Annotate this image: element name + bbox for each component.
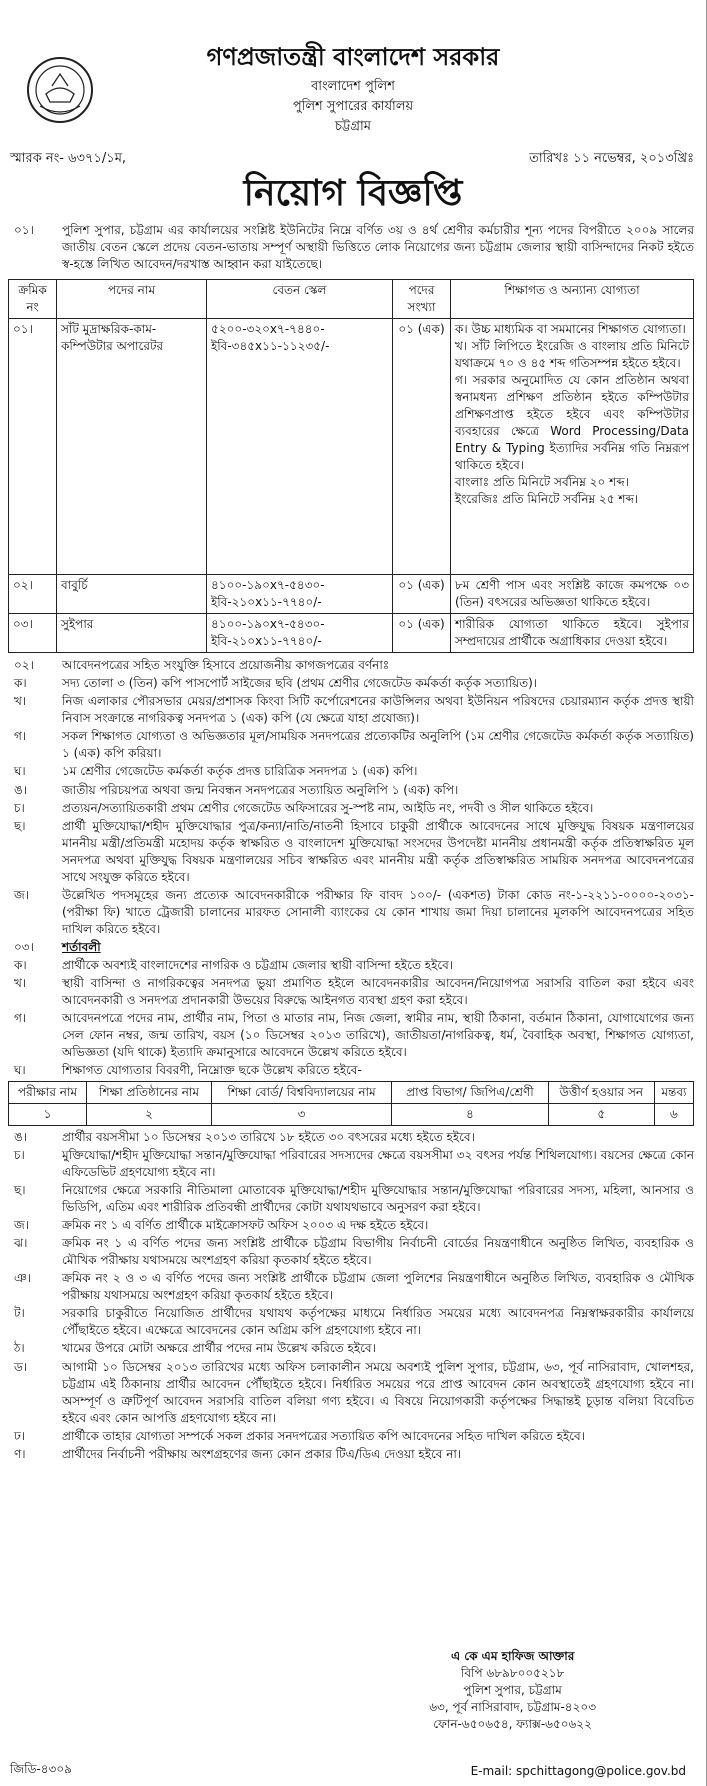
documents-heading-row [8,657,694,674]
qual-line: ক। উচ্চ মাধ্যমিক বা সমমানের শিক্ষাগত যোগ্যতা। [455,322,686,337]
edu-col-grade: প্রাপ্ত বিভাগ/ জিপিএ/শ্রেণী [392,1082,549,1104]
item-text: প্রার্থীকে তাহার যোগ্যতা সম্পর্কে সকল প্রকার সনদপত্রের সত্যায়িত কপি আবেদনের সহিত দাখিল করিতে হইবে। [62,1428,585,1443]
qual-line: গ। সরকার অনুমোদিত যে কোন প্রতিষ্ঠান অথবা স্বনামধন্য প্রশিক্ষণ প্রতিষ্ঠান হইতে কম্পিউটার প্রশিক্ষণপ্রাপ্ত হইতে হইবে এবং কম্পিউটার ব্যবহারের ক্ষেত্রে Word Processing/Data Entry & Typing ইত্যাদির সর্বনিম্ন গতি নিম্নরূপ থাকিতে হইবে। [455,373,689,473]
row-post: সাঁট মুদ্রাক্ষরিক-কাম-কম্পিউটার অপারেটর [57,319,207,575]
list-item [8,800,694,817]
item-text: নিয়োগের ক্ষেত্রে সরকারি নীতিমালা মোতাবেক মুক্তিযোদ্ধা/শহীদ মুক্তিযোদ্ধার সন্তান/মুক্তিযোদ্ধা পরিবারের সদস্য, মহিলা, আনসার ও ভিডিপি, এতিম এবং শারীরিক প্রতিবন্ধী প্রার্থীদের কোটা যথাযথভাবে অনুসরণ করা হইবে। [62,1183,694,1215]
item-letter: ছ। [14,818,26,833]
terms-heading: শর্তাবলী [62,939,101,954]
item-text: প্রার্থীদের নির্বাচনী পরীক্ষায় অংশগ্রহণের জন্য কোন প্রকার টিএ/ডিএ দেওয়া হইবে না। [62,1446,462,1461]
terms-section [8,939,694,1079]
row-qualification: শারীরিক যোগ্যতা থাকিতে হইবে। সুইপার সম্প্রদায়ের প্রার্থীকে অগ্রাধিকার দেওয়া হইবে। [451,614,694,653]
item-text: শিক্ষাগত যোগ্যতার বিবরণী, নিম্নোক্ত ছকে উল্লেখ করিতে হইবে- [62,1063,362,1077]
edu-col-board: শিক্ষা বোর্ড/ বিশ্ববিদ্যালয়ের নাম [211,1082,391,1104]
table-row [9,319,694,575]
col-post: পদের নাম [57,280,207,319]
row-post: সুইপার [57,614,207,653]
list-item [8,728,694,762]
item-letter: গ। [14,729,27,744]
intro-paragraph [8,222,694,273]
item-letter: ঠ। [14,1341,25,1356]
item-text: সদ্য তোলা ৩ (তিন) কপি পাসপোর্ট সাইজের ছবি (প্রথম শ্রেণীর গেজেটেড কর্মকর্তা কর্তৃক সত্যায়িত)। [62,676,538,691]
row-qualification: ৮ম শ্রেণী পাস এবং সংশ্লিষ্ট কাজে কমপক্ষে ০৩ (তিন) বৎসরের অভিজ্ঞতা থাকিতে হইবে। [451,575,694,614]
row-scale: ৪১০০-১৯০x৭-৫৪৩০-ইবি-২১০x১১-৭৭৪০/- [207,575,393,614]
item-text: সকল শিক্ষাগত যোগ্যতা ও অভিজ্ঞতার মূল/সাময়িক সনদপত্রের প্রত্যেকটির অনুলিপি (১ম শ্রেণীর গেজেটেড কর্মকর্তা কর্তৃক সত্যায়িত) ১ (এক) কপি করিয়া। [62,729,694,761]
item-letter: ঝ। [14,1236,28,1251]
edu-num: ৫ [548,1104,654,1126]
item-letter: জ। [14,887,30,902]
list-item [8,1359,694,1427]
item-letter: জ। [14,1218,30,1233]
edu-num: ২ [87,1104,212,1126]
item-letter: ঘ। [14,1063,26,1077]
reference-row [10,150,694,170]
item-letter: ক। [14,957,27,972]
item-text: আবেদনপত্রে পদের নাম, প্রার্থীর নাম, পিতা ও মাতার নাম, নিজ জেলা, স্বামীর নাম, স্থায়ী ঠিকানা, বর্তমান ঠিকানা, যোগাযোগের জন্য সেল ফোন নম্বর, জন্ম তারিখ, বয়স (১০ ডিসেম্বর ২০১৩ তারিখে), জাতীয়তা/নাগরিকত্ব, ধর্ম, বৈবাহিক অবস্থা, শিক্ষাগত যোগ্যতা, অভিজ্ঞতা (যদি থাকে) ইত্যাদি ক্রমানুসারে আবেদনে উল্লেখ করিতে হইবে। [62,1010,694,1059]
edu-num: ৪ [392,1104,549,1126]
edu-col-institute: শিক্ষা প্রতিষ্ঠানের নাম [87,1082,212,1104]
list-item [8,887,694,938]
item-text: আগামী ১০ ডিসেম্বর ২০১৩ তারিখের মধ্যে অফিস চলাকালীন সময়ে অবশ্যই পুলিশ সুপার, চট্টগ্রাম, ৬৩, পূর্ব নাসিরাবাদ, খোলশহর, চট্টগ্রাম এই ঠিকানায় প্রার্থীর আবেদন পৌঁছাইতে হইবে। নির্ধারিত সময়ের পরে প্রাপ্ত আবেদন কোন অবস্থাতেই গ্রহণযোগ্য হইবে না। অসম্পূর্ণ ও ত্রুটিপূর্ণ আবেদন সরাসরি বাতিল বলিয়া গণ্য হইবে। এ বিষয়ে নিয়োগকারী কর্তৃপক্ষের সিদ্ধান্তই চূড়ান্ত বলিয়া বিবেচিত হইবে এবং কোন আপত্তি গ্রহণযোগ্য হইবে না। [62,1359,694,1425]
qual-line: ইংরেজিঃ প্রতি মিনিটে সর্বনিম্ন ২৫ শব্দ। [455,492,639,507]
item-text: ক্রমিক নং ১ এ বর্ণিত প্রার্থীকে মাইক্রোসফট অফিস ২০০৩ এ দক্ষ হইতে হইবে। [62,1218,429,1233]
item-text: ক্রমিক নং ১ এ বর্ণিত পদের জন্য সংশ্লিষ্ট প্রার্থীকে চট্টগ্রাম বিভাগীয় নির্বাচনী বোর্ডের নিয়ন্ত্রণাধীনে অনুষ্ঠিত লিখিত, ব্যবহারিক ও মৌখিক পরীক্ষায় যথাসময়ে অংশগ্রহণ করিয়া কৃতকার্য হইতে হইবে। [62,1236,694,1268]
item-text: মুক্তিযোদ্ধা/শহীদ মুক্তিযোদ্ধা সন্তান/মুক্তিযোদ্ধা পরিবারের সদস্যদের ক্ষেত্রে বয়সসীমা ৩২ বৎসর পর্যন্ত শিথিলযোগ্য। বয়সের ক্ষেত্রে কোন এফিডেভিট গ্রহণযোগ্য হইবে না। [62,1148,694,1180]
qual-line: বাংলাঃ প্রতি মিনিটে সর্বনিম্ন ২০ শব্দ। [455,475,629,490]
item-letter: ট। [14,1306,25,1321]
item-text: ১ম শ্রেণীর গেজেটেড কর্মকর্তা কর্তৃক প্রদত্ত চারিত্রিক সনদপত্র ১ (এক) কপি। [62,764,418,779]
edu-num: ১ [9,1104,87,1126]
edu-col-remarks: মন্তব্য [654,1082,693,1104]
item-text: জাতীয় পরিচয়পত্র অথবা জন্ম নিবন্ধন সনদপত্রের সত্যায়িত অনুলিপি ১ (এক) কপি। [62,782,459,797]
memo-number: স্মারক নং- ৬৩৭১/১ম, [10,151,127,166]
notice-date: তারিখঃ ১১ নভেম্বর, ২০১৩খ্রিঃ [529,151,694,166]
terms-number: ০৩। [14,939,34,954]
list-item [8,1446,694,1463]
gd-tag: জিডি-৪৩০৯ [10,1761,72,1776]
item-letter: ঘ। [14,764,26,779]
list-item [8,1147,694,1181]
list-item [8,693,694,727]
item-text: উল্লেখিত পদসমূহের জন্য প্রত্যেক আবেদনকারীকে পরীক্ষার ফি বাবদ ১০০/- (একশত) টাকা কোড নং-১-২২১১-০০০০-২০৩১- (পরীক্ষা ফি) খাতে ট্রেজারী চালানের মারফত সোনালী ব্যাংকের যে কোন শাখায় জমা দিয়া চালানের মূলকপি আবেদনপত্রের সহিত দাখিল করিতে হইবে। [62,887,694,936]
list-item [8,1129,694,1146]
intro-text: পুলিশ সুপার, চট্টগ্রাম এর কার্যালয়ের সংশ্লিষ্ট ইউনিটের নিম্নে বর্ণিত ৩য় ও ৪র্থ শ্রেণীর কর্মচারীর শূন্য পদের বিপরীতে ২০০৯ সালের জাতীয় বেতন স্কেলে প্রদেয় বেতন-ভাতায় সম্পূর্ণ অস্থায়ী ভিত্তিতে লোক নিয়োগের জন্য চট্টগ্রাম জেলার স্থায়ী বাসিন্দাদের নিকট হইতে স্ব-হস্তে লিখিত আবেদন/দরখাস্ত আহ্বান করা যাইতেছে। [62,223,694,272]
list-item [8,1062,694,1079]
documents-section [8,657,694,938]
row-count: ০১ (এক) [393,319,451,575]
table-row [9,1104,694,1126]
signature-block [429,1648,596,1733]
list-item [8,782,694,799]
list-item [8,1182,694,1216]
qual-line: খ। সাঁট লিপিতে ইংরেজি ও বাংলায় প্রতি মিনিটে যথাক্রমে ৭০ ও ৪৫ শব্দ গতিসম্পন্ন হইতে হইবে। [455,339,689,371]
row-serial: ০২। [9,575,57,614]
list-item [8,1010,694,1061]
signatory-name: এ কে এম হাফিজ আক্তার [450,1649,575,1663]
list-item [8,1217,694,1234]
item-letter: ড। [14,1359,28,1374]
list-item [8,957,694,974]
row-serial: ০৩। [9,614,57,653]
posts-table [8,279,694,653]
signatory-phone: ফোন-৬৫০৬৫৪, ফ্যাক্স-৬৫০৬২২ [433,1717,592,1732]
list-item [8,1235,694,1269]
list-item [8,1270,694,1304]
item-letter: খ। [14,694,27,709]
signatory-title: পুলিশ সুপার, চট্টগ্রাম [463,1683,562,1698]
row-count: ০১ (এক) [393,575,451,614]
item-letter: গ। [14,1010,27,1025]
item-text: স্থায়ী বাসিন্দা ও নাগরিকত্বের সনদপত্র ভুয়া প্রমাণিত হইলে আবেদনকারীর আবেদন/নিয়োগপত্র সরাসরি বাতিল করা হইবে এবং আবেদনকারী ও সনদপত্র প্রদানকারী উভয়ের বিরুদ্ধে আইনগত ব্যবস্থা গ্রহণ করা হইবে। [62,975,694,1007]
list-item [8,1305,694,1339]
table-row [9,614,694,653]
docs-heading: আবেদনপত্রের সহিত সংযুক্তি হিসাবে প্রয়োজনীয় কাগজপত্রের বর্ণনাঃ [62,658,390,673]
item-letter: খ। [14,975,27,990]
header [0,0,706,140]
police-line: বাংলাদেশ পুলিশ [311,79,395,94]
item-text: প্রার্থীর বয়সসীমা ১০ ডিসেম্বর ২০১৩ তারিখে ১৮ হইতে ৩০ বৎসরের মধ্যে হইতে হইবে। [62,1130,475,1145]
list-item [8,975,694,1009]
item-text: প্রত্যয়ন/সত্যায়িতকারী প্রথম শ্রেণীর গেজেটেড অফিসারের সু-স্পষ্ট নাম, আইডি নং, পদবী ও সীল থাকিতে হইবে। [62,800,594,815]
terms-heading-row [8,939,694,956]
item-letter: ঙ। [14,1130,28,1145]
list-item [8,675,694,692]
education-table [8,1081,694,1126]
item-letter: চ। [14,1148,25,1163]
item-text: নিজ এলাকার পৌরসভার মেয়র/প্রশাসক কিংবা সিটি কর্পোরেশনের কাউন্সিলর অথবা ইউনিয়ন পরিষদের চেয়ারম্যান কর্তৃক প্রদত্ত স্থায়ী নিবাস সংক্রান্তে নাগরিকত্ব সনদপত্র ১ (এক) কপি (যে ক্ষেত্রে যাহা প্রযোজ্য)। [62,694,694,726]
item-letter: ক। [14,676,27,691]
edu-col-exam: পরীক্ষার নাম [9,1082,87,1104]
item-letter: ঢ। [14,1428,26,1443]
item-letter: চ। [14,800,25,815]
email-link[interactable]: E-mail: spchittagong@police.gov.bd [470,1763,686,1778]
row-qualification [451,319,694,575]
item-text: খামের উপরে মোটা অক্ষরে প্রার্থীর পদের নাম উল্লেখ করিতে হইবে। [62,1341,376,1356]
item-letter: ণ। [14,1446,26,1461]
col-count: পদের সংখ্যা [393,280,451,319]
edu-col-year: উত্তীর্ণ হওয়ার সন [548,1082,654,1104]
col-serial: ক্রমিক নং [9,280,57,319]
list-item [8,1340,694,1357]
signatory-bp: বিপি ৬৮৯৮০০৫২১৮ [460,1666,565,1681]
table-row [9,575,694,614]
item-letter: ঙ। [14,782,28,797]
docs-number: ০২। [14,658,34,673]
row-serial: ০১। [9,319,57,575]
city-line: চট্টগ্রাম [335,119,371,134]
item-text: ক্রমিক নং ২ ও ৩ এ বর্ণিত পদের জন্য সংশ্লিষ্ট প্রার্থীকে চট্টগ্রাম জেলা পুলিশের নিয়ন্ত্রণাধীনে অনুষ্ঠিত লিখিত, ব্যবহারিক ও মৌখিক পরীক্ষায় যথাসময়ে অংশগ্রহণ করিয়া কৃতকার্য হইতে হইবে। [62,1271,694,1303]
list-item [8,1428,694,1445]
row-scale: ৫২০০-৩২০x৭-৭৪৪০-ইবি-৩৪৫x১১-১১২৩৫/- [207,319,393,575]
item-text: প্রার্থীকে অবশ্যই বাংলাদেশের নাগরিক ও চট্টগ্রাম জেলার স্থায়ী বাসিন্দা হইতে হইবে। [62,957,454,972]
row-post: বাবুর্চি [57,575,207,614]
row-count: ০১ (এক) [393,614,451,653]
item-letter: ছ। [14,1183,26,1198]
notice-body [8,222,694,1464]
list-item [8,763,694,780]
page-title: নিয়োগ বিজ্ঞপ্তি [243,172,463,214]
government-title: গণপ্রজাতন্ত্রী বাংলাদেশ সরকার [206,42,500,71]
intro-number: ০১। [14,223,34,237]
item-letter: ঞ। [14,1271,31,1286]
signatory-address: ৬৩, পূর্ব নাসিরাবাদ, চট্টগ্রাম-৪২০৩ [429,1700,596,1715]
row-scale: ৪১০০-১৯০x৭-৫৪৩০-ইবি-২১০x১১-৭৭৪০/- [207,614,393,653]
col-scale: বেতন স্কেল [207,280,393,319]
office-line: পুলিশ সুপারের কার্যালয় [292,99,414,114]
edu-num: ৬ [654,1104,693,1126]
edu-num: ৩ [211,1104,391,1126]
list-item [8,818,694,886]
item-text: সরকারি চাকুরীতে নিয়োজিত প্রার্থীদের যথাযথ কর্তৃপক্ষের মাধ্যমে নির্ধারিত সময়ের মধ্যে আবেদনপত্র নিম্নস্বাক্ষরকারীর কার্যালয়ে পৌঁছাইতে হইবে। এক্ষেত্রে আবেদনের কোন অগ্রিম কপি গ্রহণযোগ্য হইবে না। [62,1306,694,1338]
item-text: প্রার্থী মুক্তিযোদ্ধা/শহীদ মুক্তিযোদ্ধার পুত্র/কন্যা/নাতি/নাতনী হিসাবে চাকুরী প্রার্থীকে আবেদনের সাথে মুক্তিযুদ্ধ বিষয়ক মন্ত্রণালয়ের মাননীয় মন্ত্রী/প্রতিমন্ত্রী মহোদয় কর্তৃক স্বাক্ষরিত ও বাংলাদেশ মুক্তিযোদ্ধা সংসদের উপদেষ্টা মাননীয় প্রধানমন্ত্রী কর্তৃক প্রতিস্বাক্ষরিত মূল সনদপত্র অথবা মুক্তিযুদ্ধ বিষয়ক মন্ত্রণালয়ের সচিব স্বাক্ষরিত এবং মাননীয় মন্ত্রী কর্তৃক প্রতিস্বাক্ষরিত সাময়িক সনদপত্র আবেদনপত্রের সাথে সংযুক্ত করিতে হইবে। [62,818,694,884]
col-qualification: শিক্ষাগত ও অন্যান্য যোগ্যতা [451,280,694,319]
terms-continued [8,1129,694,1463]
